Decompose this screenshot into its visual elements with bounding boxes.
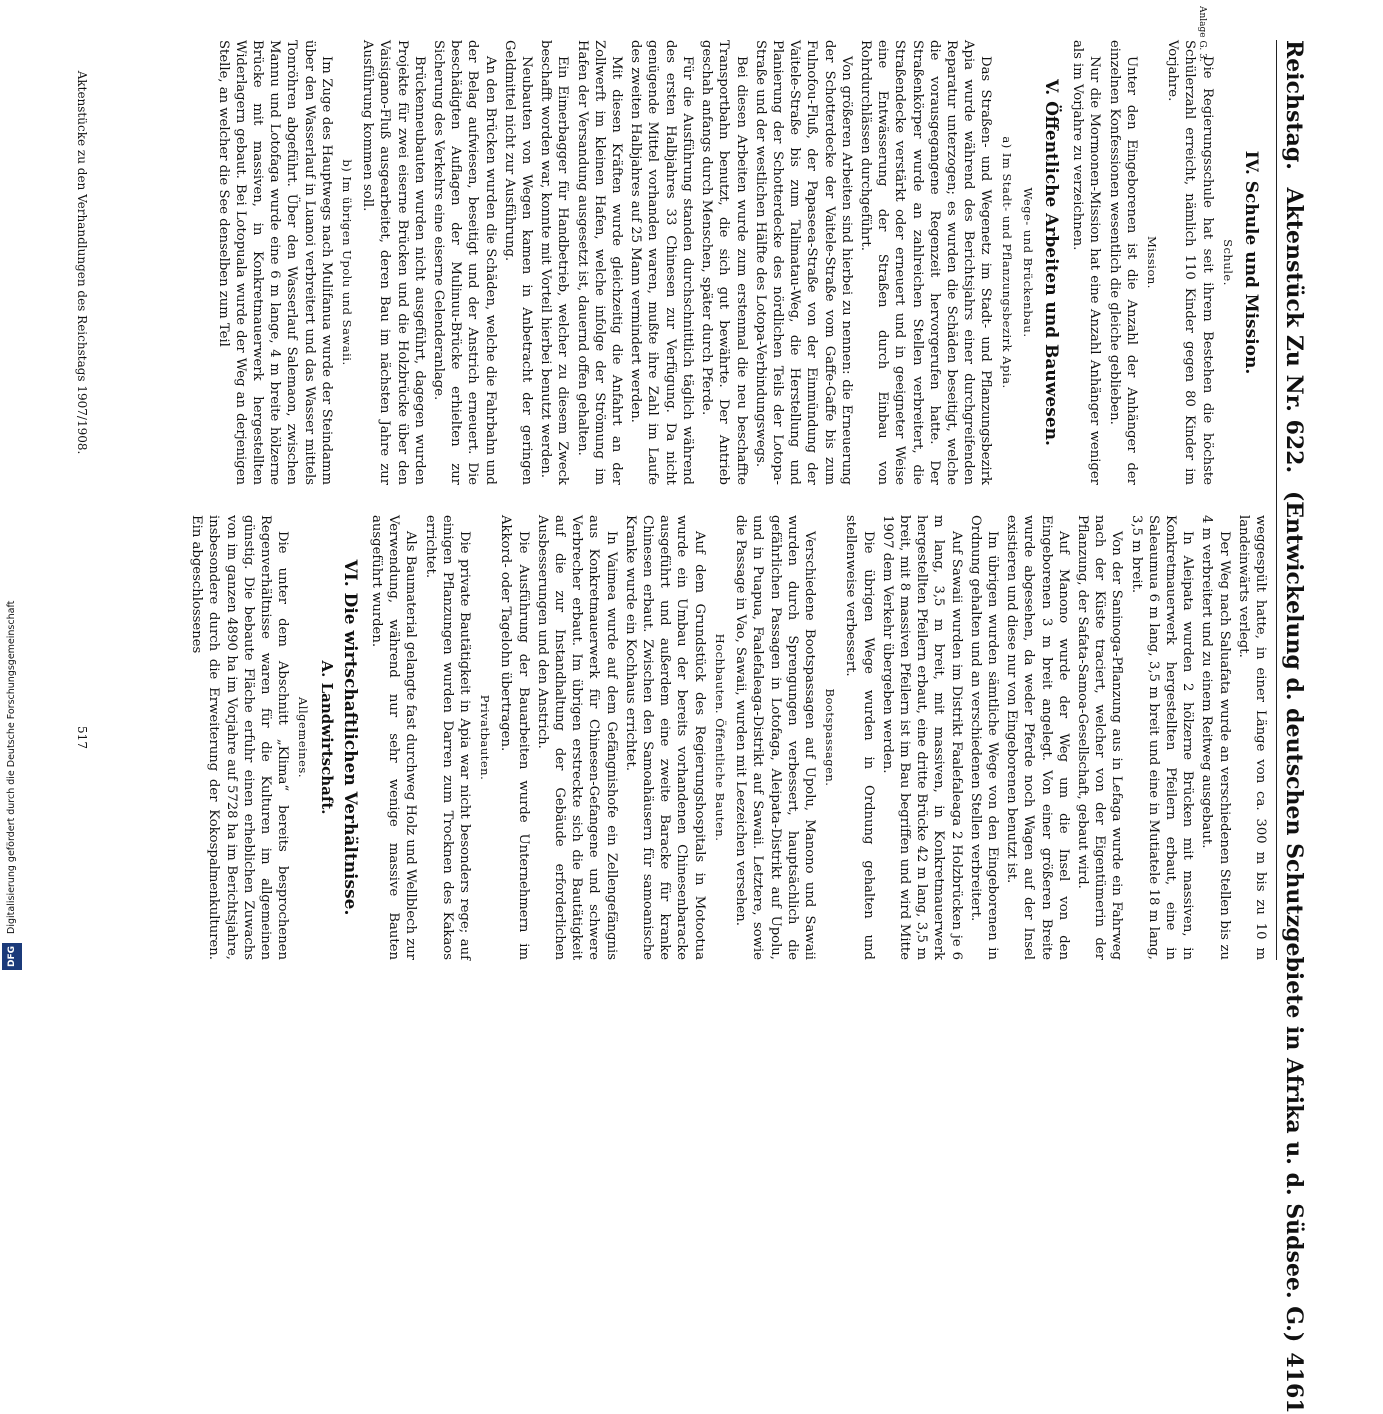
- paragraph: Die Ausführung der Bauarbeiten wurde Unternehmern im Akkord- oder Tagelohn übertragen.: [498, 515, 531, 960]
- paragraph: Verschiedene Bootspassagen auf Upolu, Manono und Sawaii wurden durch Sprengungen verbessert, hauptsächlich die gefährlichen Passagen in Lotofaga, Aleipata-Distrikt auf Upolu, und in Puapua, Faalefaleaga-Distrikt auf Sawaii. Letztere, sowie die Passage in Vao, Sawaii, wurden mit Leezeichen versehen.: [733, 515, 817, 960]
- paragraph: Auf dem Grundstück des Regierungshospitals in Motootua wurde ein Umbau der bereits vorhandenen Chinesenbaracke ausgeführt und außerdem eine zweite Baracke für kranke Chinesen erbaut. Zwischen den Samoahäusern für samoanische Kranke wurde ein Kochhaus errichtet.: [622, 515, 707, 960]
- subheading-wege-a: a) Im Stadt- und Pflanzungsbezirk Apia.: [999, 136, 1014, 389]
- paragraph: Die private Bautätigkeit in Apia war nicht besonders rege; auf einigen Pflanzungen wurden Darren zum Trocknen des Kakaos errichtet.: [422, 515, 473, 960]
- paragraph: Das Straßen- und Wegenetz im Stadt- und Pflanzungsbezirk Apia wurde während des Berichtsjahrs einer durchgreifenden Reparatur unterzogen; es wurden die Schäden beseitigt, welche die vorausgegangene Regenzeit hervorgerufen hatte. Der Straßenkörper wurde an zahlreichen Stellen verbreitert, die Straßendecke verstärkt oder erneuert und in geeigneter Weise eine Entwässerung der Straßen durch Einbau von Rohrdurchlässen durchgeführt.: [857, 40, 994, 485]
- paragraph: In Aleipata wurden 2 hölzerne Brücken mit massiven, in Konkretmauerwerk hergestellten Pfeilern erbaut, eine in Saleaumua 6 m lang, 3,5 m breit und eine in Mutiatele 18 m lang, 3,5 m breit.: [1128, 515, 1196, 960]
- paragraph: weggespült hatte, in einer Länge von ca. 300 m bis zu 10 m landeinwärts verlegt.: [1235, 515, 1268, 960]
- paragraph: In Vaimea wurde auf dem Gefängnishofe ein Zellengefängnis aus Konkretmauerwerk für Chinesen-Gefangene und schwere Verbrecher erbaut. Im übrigen erstreckte sich die Bautätigkeit auf die zur Instandhaltung der Gebäude erforderlichen Ausbesserungen und den Anstrich.: [534, 515, 619, 960]
- paragraph: Von der Saninoga-Pflanzung aus in Lefaga wurde ein Fahrweg nach der Küste traciert, welcher von der Eigentümerin der Pflanzung, der Safata-Samoa-Gesellschaft, gebaut wird.: [1074, 515, 1125, 960]
- paragraph: Unter den Eingeborenen ist die Anzahl der Anhänger der einzelnen Konfessionen wesentlich die gleiche geblieben.: [1106, 40, 1139, 485]
- paragraph: Die unter dem Abschnitt „Klima“ bereits besprochenen Regenverhältnisse waren für die Kulturen im allgemeinen günstig. Die bebaute Fläche erfuhr einen erheblichen Zuwachs von im ganzen 4890 ha im Vorjahre auf 5728 ha im Berichtsjahre, insbesondere durch die Erweiterung der Kokospalmenkulturen. Ein abgeschlossenes: [189, 515, 291, 960]
- paragraph: Mit diesen Kräften wurde gleichzeitig die Anfahrt an der Zollwerft im kleinen Hafen, welche infolge der Strömung im Hafen der Versandung ausgesetzt ist, dauernd offen gehalten.: [574, 40, 625, 485]
- footer-page-number: 517: [75, 726, 89, 749]
- side-credit-strip: [2, 0, 24, 1000]
- section-title-arbeiten: V. Öffentliche Arbeiten und Bauwesen.: [1040, 79, 1061, 446]
- paragraph: Nur die Mormonen-Mission hat eine Anzahl Anhänger weniger als im Vorjahre zu verzeichnen.: [1070, 40, 1103, 485]
- footer-left: Aktenstücke zu den Verhandlungen des Reichstags 1907/1908.: [75, 70, 89, 455]
- header-ref: Aktenstück Zu Nr. 622.: [1281, 187, 1307, 474]
- subheading-hochbauten: Hochbauten. Öffentliche Bauten.: [712, 633, 727, 842]
- paragraph: Auf Sawaii wurden im Distrikt Faalefaleaga 2 Holzbrücken je 6 m lang, 3,5 m breit, mit massiven, in Konkretmauerwerk hergestellten Pfeilern erbaut, eine dritte Brücke 42 m lang, 3,5 m breit, mit 8 massiven Pfeilern ist im Bau begriffen und wird Mitte 1907 dem Verkehr übergeben werden.: [879, 515, 964, 960]
- subheading-wege: Wege- und Brückenbau.: [1020, 187, 1035, 338]
- header-subject: (Entwickelung d. deutschen Schutzgebiete in Afrika u. d. Südsee. G.): [1281, 490, 1307, 1343]
- section-title-schule-mission: IV. Schule und Mission.: [1241, 150, 1261, 375]
- subheading-mission: Mission.: [1144, 236, 1159, 289]
- paragraph: Die übrigen Wege wurden in Ordnung gehalten und stellenweise verbessert.: [843, 515, 876, 960]
- subheading-bootspassagen: Bootspassagen.: [823, 688, 838, 787]
- paragraph: An den Brücken wurden die Schäden, welche die Fahrbahn und der Belag aufwiesen, beseitigt und der Anstrich erneuert. Die beschädigten Auflagen der Mulinuu-Brücke erhielten zur Sicherung des Verkehrs eine eiserne Gelenderanlage.: [431, 40, 498, 485]
- paragraph: Auf Manono wurde der Weg um die Insel von den Eingeborenen 3 m breit angelegt. Von einer größeren Breite wurde abgesehen, da weder Pferde noch Wagen auf der Insel existieren und diese nur von Eingeborenen benutzt ist.: [1004, 515, 1071, 960]
- rotated-document-page: [55, 0, 1325, 1414]
- subheading-allgemeines: Allgemeines.: [296, 697, 311, 778]
- header-publication: Reichstag.: [1281, 40, 1307, 170]
- right-column: [186, 515, 1269, 960]
- paragraph: Als Baumaterial gelangte fast durchweg Holz und Wellblech zur Verwendung, während nur sehr wenige massive Bauten ausgeführt wurden.: [369, 515, 419, 960]
- paragraph: Für die Ausführung standen durchschnittlich täglich während des ersten Halbjahres 33 Chinesen zur Verfügung. Da nicht genügende Mittel vorhanden waren, mußte ihre Zahl im Laufe des zweiten Halbjahres auf 25 Mann vermindert werden.: [628, 40, 695, 485]
- subheading-wege-b: b) Im übrigen Upolu und Sawaii.: [340, 159, 355, 366]
- section-title-landwirtschaft: A. Landwirtschaft.: [317, 660, 336, 815]
- left-column: [212, 6, 1269, 485]
- page-header: [1276, 40, 1311, 1414]
- paragraph: Neubauten von Wegen kamen in Anbetracht der geringen Geldmittel nicht zur Ausführung.: [501, 40, 535, 485]
- subheading-schule: Schule.: [1220, 239, 1235, 286]
- header-page-number: 4161: [1281, 1352, 1307, 1414]
- subheading-privatbauten: Privatbauten.: [478, 694, 493, 781]
- paragraph: Im Zuge des Hauptwegs nach Mulifanua wurde der Steindamm über den Wasserlauf in Luanoi verbreitert und das Wasser mittels Tonröhren abgeführt. Über den Wasserlauf Salemaon, zwischen Mannu und Lotofaga wurde eine 6 m lange, 4 m breite hölzerne Brücke mit massiven, in Konkretmauerwerk hergestellten Widerlagern gebaut. Bei Lotopuala wurde der Weg an derjenigen Stelle, an welcher die See denselben zum Teil: [215, 40, 334, 485]
- paragraph: Bei diesen Arbeiten wurde zum erstenmal die neu beschaffte Transportbahn benutzt, die sich gut bewährte. Der Antrieb geschah anfangs durch Menschen, später durch Pferde.: [699, 40, 749, 485]
- paragraph: Brückenneubauten wurden nicht ausgeführt, dagegen wurden Projekte für zwei eiserne Brücken und die Holzbrücke über den Vaisigano-Fluß ausgearbeitet, deren Bau im nächsten Jahre zur Ausführung kommen soll.: [360, 40, 427, 485]
- side-credit-text: Digitalisierung gefördert durch die Deutsche Forschungsgemeinschaft: [6, 600, 17, 934]
- paragraph: Die Regierungsschule hat seit ihrem Bestehen die höchste Schülerzahl erreicht, nämlich 110 Kinder gegen 80 Kinder im Vorjahre.: [1165, 40, 1215, 485]
- paragraph: Der Weg nach Saluafata wurde an verschiedenen Stellen bis zu 4 m verbreitert und zu einem Reitweg ausgebaut.: [1199, 515, 1232, 960]
- anlage-note: Anlage G. 3.: [1197, 6, 1207, 62]
- paragraph: Im übrigen wurden sämtliche Wege von den Eingeborenen in Ordnung gehalten und an verschiedenen Stellen verbreitert.: [967, 515, 1000, 960]
- paragraph: Von größeren Arbeiten sind hierbei zu nennen: die Erneuerung der Schotterdecke der Vaitele-Straße vom Gaffe-Gaffe bis zum Fulnofou-Fluß, der Papaseea-Straße von der Einmündung der Vaitele-Straße bis zum Talimatau-Weg, die Herstellung und Planierung der Schotterdecke des nördlichen Teils der Lotopa-Straße und der westlichen Hälfte des Lotopa-Verbindungswegs.: [752, 40, 854, 485]
- paragraph: Ein Eimerbagger für Handbetrieb, welcher zu diesem Zweck beschafft worden war, konnte mit Vorteil hierbei benutzt werden.: [538, 40, 571, 485]
- dfg-logo: DFG: [2, 943, 22, 970]
- section-title-wirtschaft: VI. Die wirtschaftlichen Verhältnisse.: [339, 559, 360, 916]
